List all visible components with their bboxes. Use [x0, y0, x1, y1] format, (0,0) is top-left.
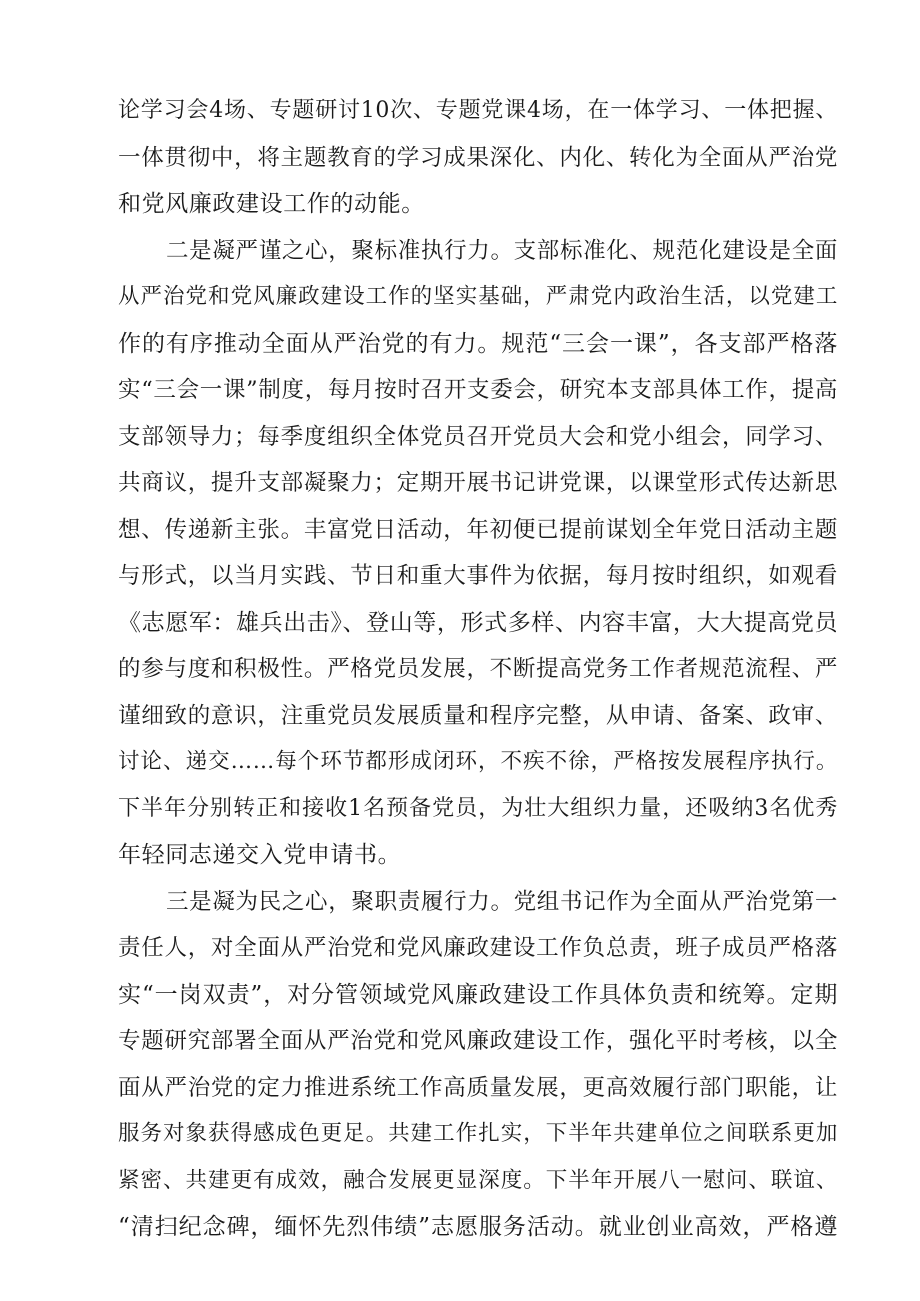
text-line: 一体贯彻中，将主题教育的学习成果深化、内化、转化为全面从严治党 — [118, 144, 838, 171]
text-line: 面从严治党的定力推进系统工作高质量发展，更高效履行部门职能，让 — [118, 1074, 838, 1101]
text-line: 与形式，以当月实践、节日和重大事件为依据，每月按时组织，如观看 — [118, 563, 838, 589]
text-line: 和党风廉政建设工作的动能。 — [118, 191, 425, 217]
text-line: 的参与度和积极性。严格党员发展，不断提高党务工作者规范流程、严 — [118, 656, 838, 682]
text-line: 年轻同志递交入党申请书。 — [118, 842, 402, 868]
text-line: 实“一岗双责”，对分管领域党风廉政建设工作具体负责和统筹。定期 — [118, 981, 838, 1008]
text-line: 责任人，对全面从严治党和党风廉政建设工作负总责，班子成员严格落 — [118, 935, 838, 961]
text-line: 服务对象获得感成色更足。共建工作扎实，下半年共建单位之间联系更加 — [118, 1121, 838, 1146]
text-line: 支部领导力；每季度组织全体党员召开党员大会和党小组会，同学习、 — [118, 423, 838, 450]
text-line: 紧密、共建更有成效，融合发展更显深度。下半年开展八一慰问、联谊、 — [118, 1167, 838, 1193]
paragraph-first-line: 二是凝严谨之心，聚标准执行力。支部标准化、规范化建设是全面 — [166, 237, 838, 264]
text-line: “清扫纪念碑，缅怀先烈伟绩”志愿服务活动。就业创业高效，严格遵 — [118, 1214, 838, 1240]
text-line: 谨细致的意识，注重党员发展质量和程序完整，从申请、备案、政审、 — [118, 702, 838, 729]
text-line: 下半年分别转正和接收1名预备党员，为壮大组织力量，还吸纳3名优秀 — [118, 795, 838, 821]
paragraph-first-line: 三是凝为民之心，聚职责履行力。党组书记作为全面从严治党第一 — [166, 888, 838, 915]
text-line: 论学习会4场、专题研讨10次、专题党课4场，在一体学习、一体把握、 — [118, 98, 838, 123]
text-line: 讨论、递交……每个环节都形成闭环，不疾不徐，严格按发展程序执行。 — [118, 749, 838, 774]
text-line: 想、传递新主张。丰富党日活动，年初便已提前谋划全年党日活动主题 — [118, 516, 838, 543]
text-line: 从严治党和党风廉政建设工作的坚实基础，严肃党内政治生活，以党建工 — [118, 284, 838, 309]
text-line: 《志愿军：雄兵出击》、登山等，形式多样、内容丰富，大大提高党员 — [118, 609, 839, 636]
text-line: 共商议，提升支部凝聚力；定期开展书记讲党课，以课堂形式传达新思 — [118, 470, 838, 496]
text-line: 作的有序推动全面从严治党的有力。规范“三会一课”，各支部严格落 — [118, 330, 838, 357]
text-line: 实“三会一课”制度，每月按时召开支委会，研究本支部具体工作，提高 — [118, 377, 838, 403]
body-text — [118, 88, 838, 1251]
text-line: 专题研究部署全面从严治党和党风廉政建设工作，强化平时考核，以全 — [118, 1028, 838, 1054]
